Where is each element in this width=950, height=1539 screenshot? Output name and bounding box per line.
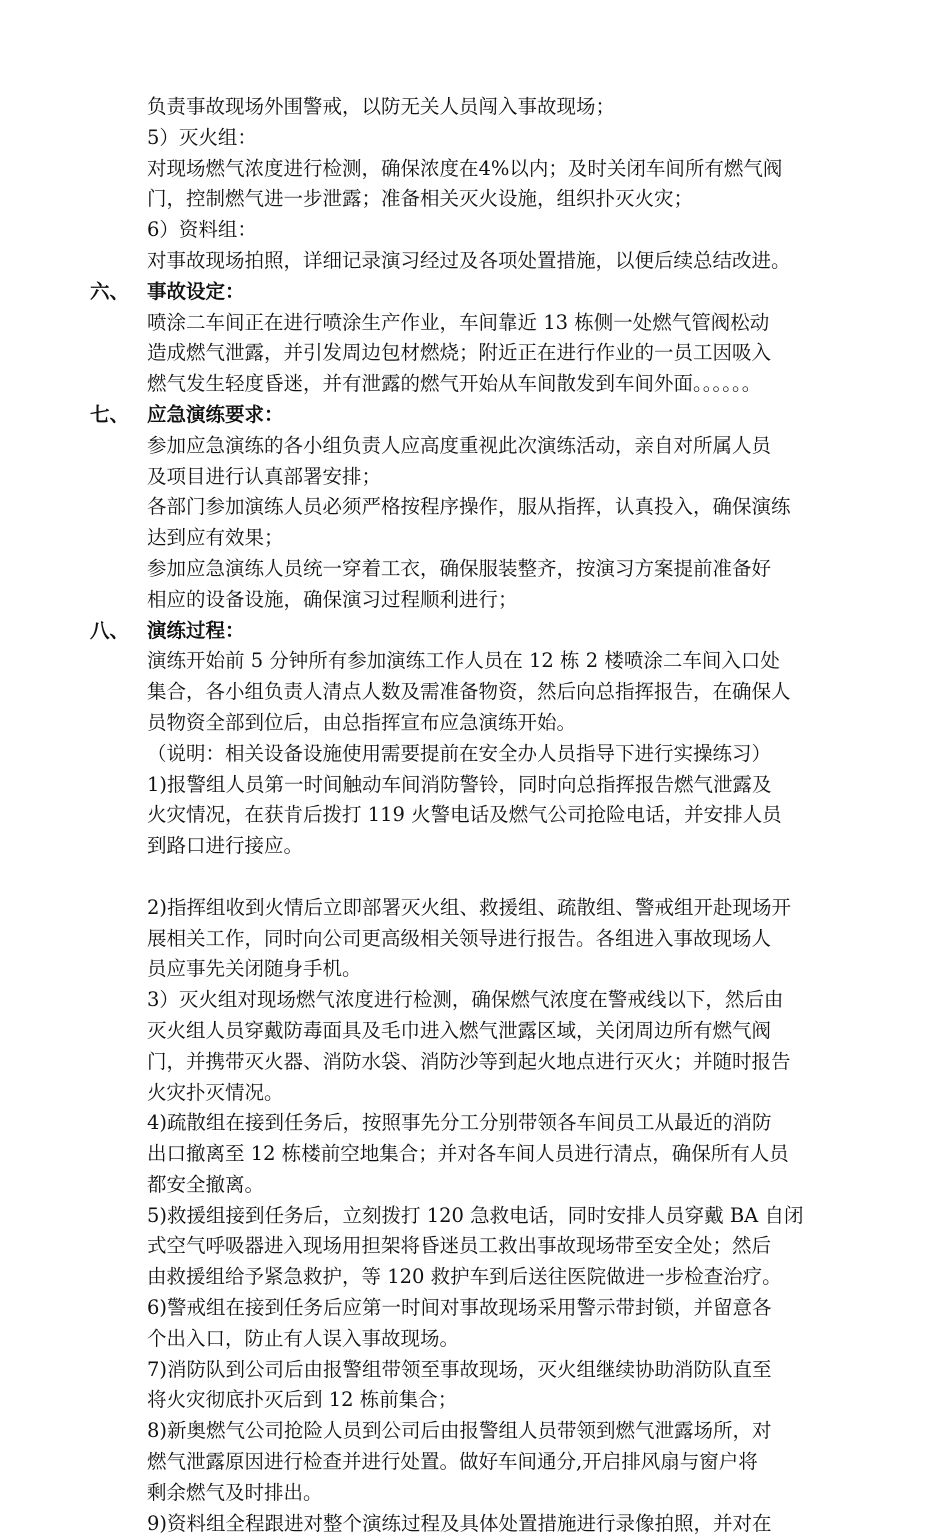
- text-line: 2)指挥组收到火情后立即部署灭火组、救援组、疏散组、警戒组开赴现场开: [147, 895, 792, 919]
- text-line: 参加应急演练的各小组负责人应高度重视此次演练活动，亲自对所属人员: [147, 433, 772, 457]
- text-line: （说明：相关设备设施使用需要提前在安全办人员指导下进行实操练习）: [147, 741, 772, 765]
- text-line: 对现场燃气浓度进行检测，确保浓度在4%以内；及时关闭车间所有燃气阀: [147, 156, 783, 180]
- text-line: 到路口进行接应。: [147, 834, 304, 858]
- text-line: 出口撤离至 12 栋楼前空地集合；并对各车间人员进行清点，确保所有人员: [147, 1142, 789, 1166]
- text-line: 造成燃气泄露，并引发周边包材燃烧；附近正在进行作业的一员工因吸入: [147, 341, 772, 365]
- section-heading-7: [90, 400, 862, 431]
- section-number: 八、: [90, 618, 130, 642]
- text-line: 9)资料组全程跟进对整个演练过程及具体处置措施进行录像拍照，并对在: [147, 1511, 772, 1535]
- text-line: 燃气发生轻度昏迷，并有泄露的燃气开始从车间散发到车间外面。。。。。。: [147, 372, 762, 396]
- sub-item-label: 6）资料组：: [147, 218, 257, 242]
- text-line: 4)疏散组在接到任务后，按照事先分工分别带领各车间员工从最近的消防: [147, 1111, 772, 1135]
- text-line: 对事故现场拍照，详细记录演习经过及各项处置措施，以便后续总结改进。: [147, 248, 791, 272]
- document-body: [90, 92, 862, 1539]
- text-line: 喷涂二车间正在进行喷涂生产作业，车间靠近 13 栋侧一处燃气管阀松动: [147, 310, 770, 334]
- text-line: 火灾扑灭情况。: [147, 1080, 284, 1104]
- text-line: 个出入口，防止有人误入事故现场。: [147, 1326, 460, 1350]
- text-line: 燃气泄露原因进行检查并进行处置。做好车间通分,开启排风扇与窗户将: [147, 1450, 758, 1474]
- section-heading-6: [90, 277, 862, 308]
- section-heading-8: [90, 616, 862, 647]
- section-title: 演练过程：: [147, 618, 245, 642]
- sub-item-label: 5）灭火组：: [147, 125, 257, 149]
- text-line: 及项目进行认真部署安排；: [147, 464, 382, 488]
- section-title: 事故设定：: [147, 279, 245, 303]
- section-number: 七、: [90, 402, 130, 426]
- text-line: 5)救援组接到任务后，立刻拨打 120 急救电话，同时安排人员穿戴 BA 自闭: [147, 1203, 804, 1227]
- section-number: 六、: [90, 279, 130, 303]
- text-line: 展相关工作，同时向公司更高级相关领导进行报告。各组进入事故现场人: [147, 926, 772, 950]
- text-line: 6)警戒组在接到任务后应第一时间对事故现场采用警示带封锁，并留意各: [147, 1296, 772, 1320]
- text-line: 3）灭火组对现场燃气浓度进行检测，确保燃气浓度在警戒线以下，然后由: [147, 988, 784, 1012]
- text-line: 相应的设备设施，确保演习过程顺利进行；: [147, 587, 518, 611]
- text-line: 式空气呼吸器进入现场用担架将昏迷员工救出事故现场带至安全处；然后: [147, 1234, 772, 1258]
- blank-line: [90, 862, 862, 893]
- text-line: 由救援组给予紧急救护，等 120 救护车到后送往医院做进一步检查治疗。: [147, 1265, 782, 1289]
- section-title: 应急演练要求：: [147, 402, 284, 426]
- text-line: 将火灾彻底扑灭后到 12 栋前集合；: [147, 1388, 458, 1412]
- text-line: 门，并携带灭火器、消防水袋、消防沙等到起火地点进行灭火；并随时报告: [147, 1049, 791, 1073]
- text-line: 1)报警组人员第一时间触动车间消防警铃，同时向总指挥报告燃气泄露及: [147, 772, 772, 796]
- text-line: 达到应有效果；: [147, 526, 284, 550]
- text-line: 剩余燃气及时排出。: [147, 1480, 323, 1504]
- text-line: 8)新奥燃气公司抢险人员到公司后由报警组人员带领到燃气泄露场所，对: [147, 1419, 772, 1443]
- text-line: 演练开始前 5 分钟所有参加演练工作人员在 12 栋 2 楼喷涂二车间入口处: [147, 649, 780, 673]
- text-line: 集合，各小组负责人清点人数及需准备物资，然后向总指挥报告，在确保人: [147, 680, 791, 704]
- text-line: 员应事先关闭随身手机。: [147, 957, 362, 981]
- text-line: 参加应急演练人员统一穿着工衣，确保服装整齐，按演习方案提前准备好: [147, 556, 772, 580]
- text-line: 都安全撤离。: [147, 1172, 265, 1196]
- text-line: 门，控制燃气进一步泄露；准备相关灭火设施，组织扑灭火灾；: [147, 187, 694, 211]
- text-line: 员物资全部到位后，由总指挥宣布应急演练开始。: [147, 710, 577, 734]
- text-line: 灭火组人员穿戴防毒面具及毛巾进入燃气泄露区域，关闭周边所有燃气阀: [147, 1018, 772, 1042]
- text-line: 负责事故现场外围警戒，以防无关人员闯入事故现场；: [147, 95, 616, 118]
- text-line: 火灾情况，在获肯后拨打 119 火警电话及燃气公司抢险电话，并安排人员: [147, 803, 782, 827]
- text-line: 各部门参加演练人员必须严格按程序操作，服从指挥，认真投入，确保演练: [147, 495, 791, 519]
- text-line: 7)消防队到公司后由报警组带领至事故现场，灭火组继续协助消防队直至: [147, 1357, 772, 1381]
